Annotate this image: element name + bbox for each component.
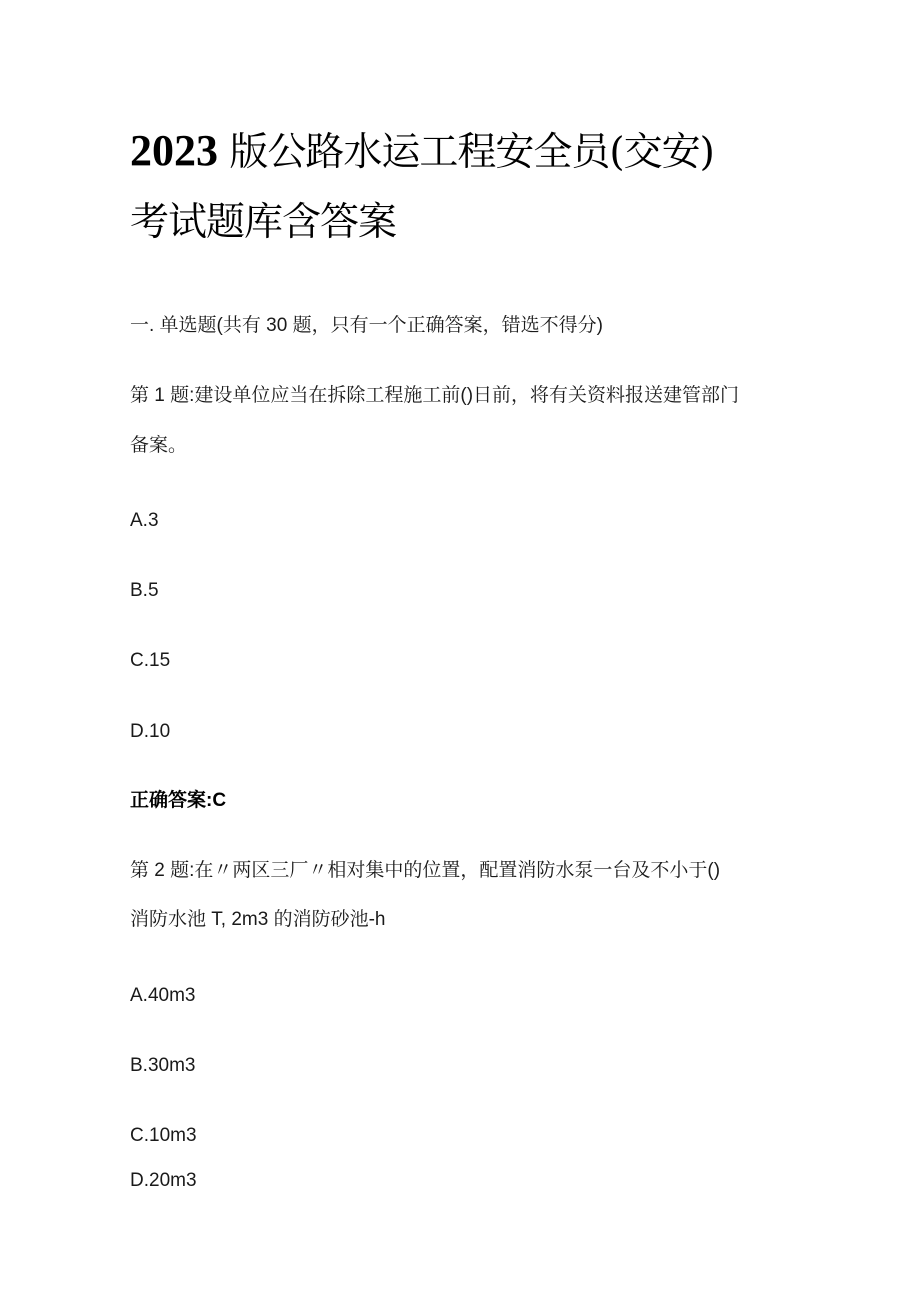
question-2-option-d: D.20m3 xyxy=(130,1170,197,1191)
document-title xyxy=(130,116,830,258)
question-1-option-b: B.5 xyxy=(130,580,159,601)
question-2-stem-line-2: 消防水池 T, 2m3 的消防砂池-h xyxy=(130,909,386,930)
question-1-option-a: A.3 xyxy=(130,510,159,531)
question-2-option-c: C.10m3 xyxy=(130,1125,197,1146)
question-1-option-d: D.10 xyxy=(130,721,171,742)
question-1-stem-line-1: 第 1 题:建设单位应当在拆除工程施工前()日前，将有关资料报送建管部门 xyxy=(130,385,740,406)
question-1-answer xyxy=(130,789,226,813)
answer-label: 正确答案: xyxy=(130,790,213,811)
question-2-stem-line-1: 第 2 题:在〃两区三厂〃相对集中的位置，配置消防水泵一台及不小于() xyxy=(130,860,721,881)
question-1-stem-line-2: 备案。 xyxy=(130,435,188,456)
title-line-2: 考试题库含答案 xyxy=(130,200,397,245)
question-2-option-b: B.30m3 xyxy=(130,1055,196,1076)
section-heading: 一. 单选题(共有 30 题，只有一个正确答案，错选不得分) xyxy=(130,315,603,336)
title-year: 2023 xyxy=(130,126,218,175)
title-line-1-text: 版公路水运工程安全员(交安) xyxy=(218,130,714,175)
answer-value: C xyxy=(212,790,227,811)
question-2-option-a: A.40m3 xyxy=(130,985,196,1006)
question-1-option-c: C.15 xyxy=(130,650,171,671)
title-line-1 xyxy=(130,116,830,188)
